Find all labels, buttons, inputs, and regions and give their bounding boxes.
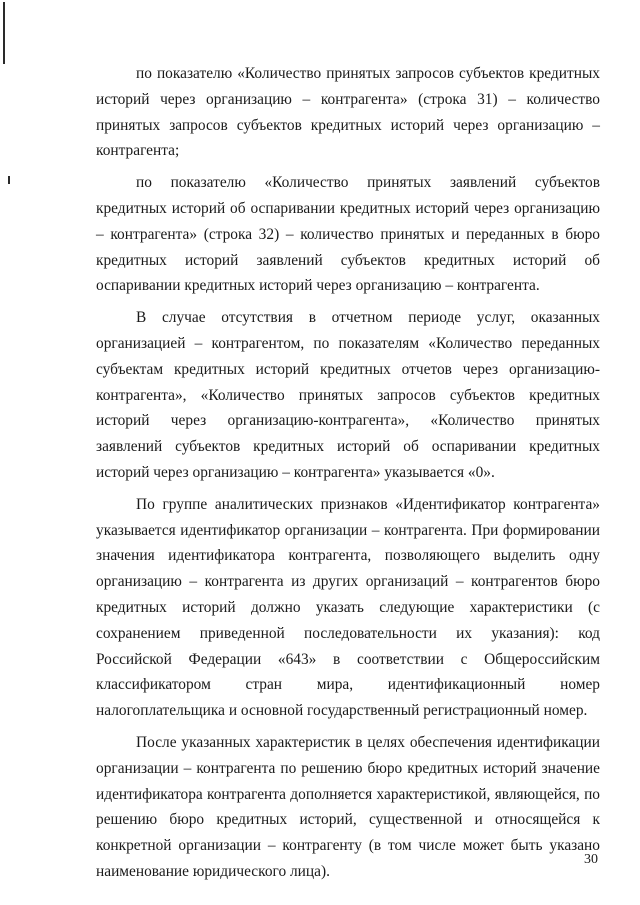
paragraph: По группе аналитических признаков «Идентификатор контрагента» указывается идентификатор организации – контрагента. При формировании значения идентификатора контрагента, позволяющего выделить одну организацию – контрагента из других организаций – контрагентов бюро кредитных историй должно указать следующие характеристики (с сохранением приведенной последовательности их указания): код Российской Федерации «643» в соответствии с Общероссийским классификатором стран мира, идентификационный номер налогоплательщика и основной государственный регистрационный номер.: [96, 495, 600, 720]
page-number: 30: [584, 852, 598, 867]
paragraph: по показателю «Количество принятых запросов субъектов кредитных историй через организацию – контрагента» (строка 31) – количество принятых запросов субъектов кредитных историй через организацию – контрагента;: [96, 65, 600, 160]
paragraph: После указанных характеристик в целях обеспечения идентификации организации – контрагента по решению бюро кредитных историй значение идентификатора контрагента дополняется характеристикой, являющейся, по решению бюро кредитных историй, существенной и относящейся к конкретной организации – контрагенту (в том числе может быть указано наименование юридического лица).: [96, 733, 600, 880]
paragraph: по показателю «Количество принятых заявлений субъектов кредитных историй об оспаривании кредитных историй через организацию – контрагента» (строка 32) – количество принятых и переданных в бюро кредитных историй заявлений субъектов кредитных историй об оспаривании кредитных историй через организацию – контрагента.: [96, 174, 600, 295]
scan-edge-mark: [3, 2, 5, 64]
document-body: [96, 61, 600, 891]
scan-edge-mark: [8, 176, 10, 184]
paragraph: В случае отсутствия в отчетном периоде услуг, оказанных организацией – контрагентом, по показателям «Количество переданных субъектам кредитных историй кредитных отчетов через организацию-контрагента», «Количество принятых запросов субъектов кредитных историй через организацию-контрагента», «Количество принятых заявлений субъектов кредитных историй об оспаривании кредитных историй через организацию – контрагента» указывается «0».: [96, 309, 600, 481]
